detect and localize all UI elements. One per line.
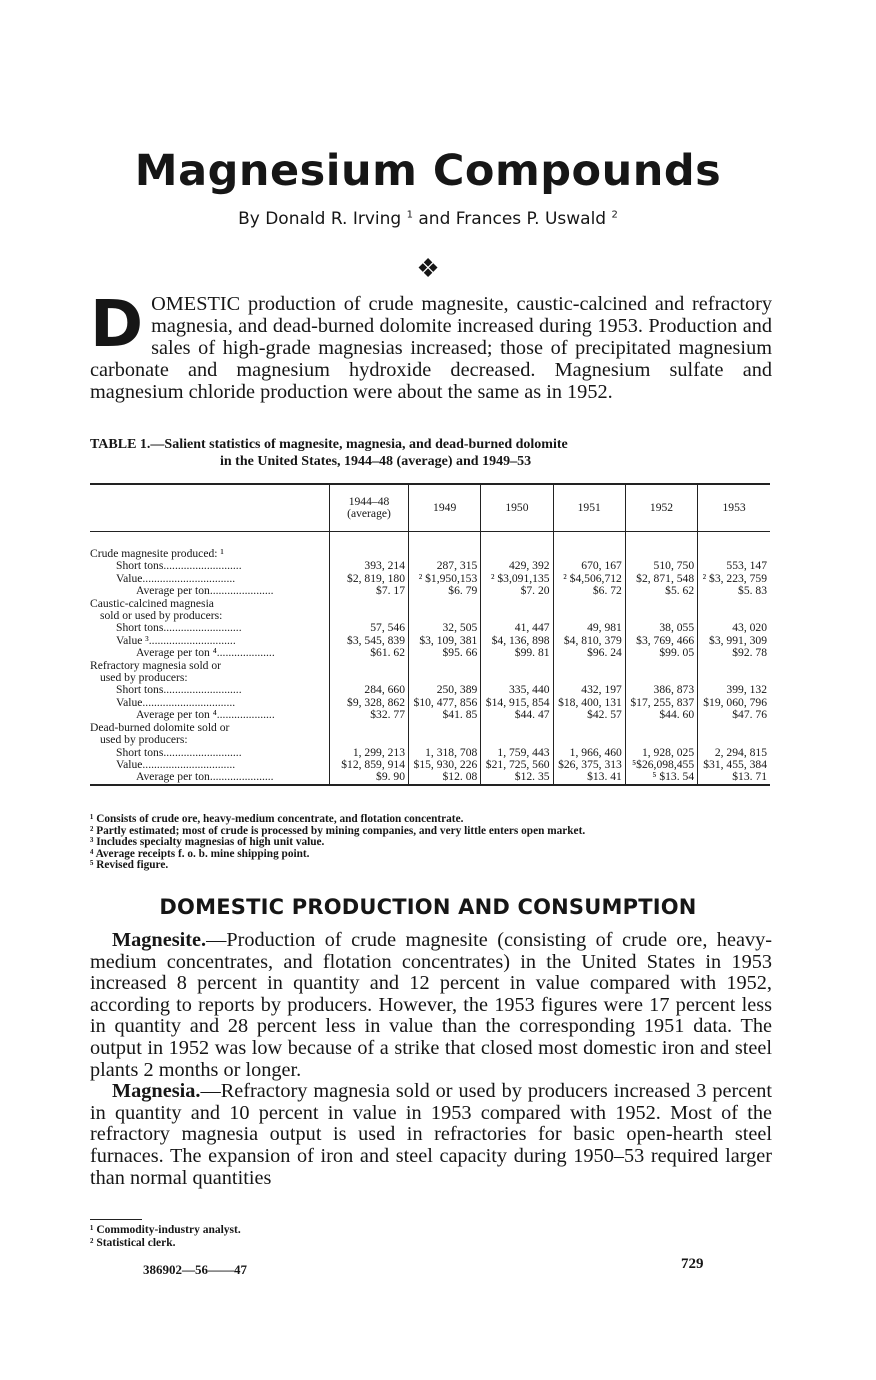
table-cell: 57, 546 (330, 622, 409, 634)
paragraph-lead: Magnesite. (112, 929, 207, 951)
row-label: Refractory magnesia sold or (90, 660, 330, 672)
table-cell: $15, 930, 226 (409, 759, 481, 771)
table-cell (698, 598, 770, 610)
table-cell: $12, 859, 914 (330, 759, 409, 771)
byline (0, 209, 856, 229)
table-cell: 41, 447 (481, 622, 553, 634)
table-cell: $6. 72 (553, 585, 625, 597)
table-footnote: ⁵ Revised figure. (90, 859, 169, 871)
table-cell (409, 598, 481, 610)
table-cell (409, 660, 481, 672)
row-label: Value ³.............................. (90, 635, 330, 647)
table-cell: 2, 294, 815 (714, 745, 767, 759)
row-label: used by producers: (90, 672, 330, 684)
table-cell: 510, 750 (625, 560, 697, 572)
row-label: Dead-burned dolomite sold or (90, 722, 330, 734)
table-cell: $18, 400, 131 (553, 697, 625, 709)
table-row (90, 660, 770, 672)
table-cell: $26, 375, 313 (553, 759, 625, 771)
table-row (90, 585, 770, 597)
table-cell (698, 722, 770, 734)
table-cell: 1, 966, 460 (553, 747, 625, 759)
row-label: used by producers: (90, 734, 330, 746)
salient-statistics-table (90, 483, 770, 786)
table-cell: $12. 08 (409, 771, 481, 784)
row-label: Short tons........................... (90, 747, 330, 759)
table-cell (553, 734, 625, 746)
table-cell: $5. 83 (738, 584, 767, 598)
paragraph-magnesite (90, 930, 772, 1081)
row-label: Value................................ (90, 573, 330, 585)
table-header-row (90, 484, 770, 532)
table-cell (481, 734, 553, 746)
table-row (90, 734, 770, 746)
table-cell (409, 734, 481, 746)
table-cell: $95. 66 (409, 647, 481, 659)
table-cell: $7. 20 (481, 585, 553, 597)
table-cell: 38, 055 (625, 622, 697, 634)
table-cell (330, 734, 409, 746)
ornament-icon: ❖ (416, 254, 440, 283)
drop-cap: D (90, 288, 144, 362)
table-cell: 1, 759, 443 (481, 747, 553, 759)
table-cell: $9, 328, 862 (330, 697, 409, 709)
row-label: sold or used by producers: (90, 610, 330, 622)
row-label: Short tons........................... (90, 622, 330, 634)
table-spacer-row (90, 532, 770, 549)
table-cell: ⁵$26,098,455 (625, 759, 697, 771)
table-cell: $3, 991, 309 (709, 633, 767, 647)
print-code: 386902—56——47 (143, 1262, 247, 1277)
table-cell: $3, 545, 839 (330, 635, 409, 647)
table-cell: 393, 214 (330, 560, 409, 572)
table-footnote: ² Partly estimated; most of crude is processed by mining companies, and very little enters open market. (90, 824, 586, 837)
paragraph-text: —Production of crude magnesite (consisting of crude ore, heavy-medium concentrates, and flotation concentrates) in the United States in 1953 increased 8 percent in quantity and 12 percent in value compared with 1952, according to reports by producers. However, the 1953 figures were 17 percent less in quantity and 28 percent less in value than the corresponding 1951 data. The output in 1952 was low because of a strike that closed most domestic iron and steel plants 2 months or longer. (90, 929, 772, 1081)
table-row (90, 684, 770, 696)
table-row (90, 722, 770, 734)
table-cell: $47. 76 (732, 708, 767, 722)
table-cell: 1, 318, 708 (409, 747, 481, 759)
table-cell (481, 598, 553, 610)
table-cell: $9. 90 (330, 771, 409, 784)
table-cell: 1, 928, 025 (625, 747, 697, 759)
row-label: Short tons........................... (90, 560, 330, 572)
section-heading: DOMESTIC PRODUCTION AND CONSUMPTION (159, 895, 697, 919)
row-label: Average per ton ⁴.................... (90, 647, 330, 659)
table-cell: 553, 147 (726, 559, 767, 573)
table-cell: $2, 871, 548 (625, 573, 697, 585)
table-cell: 43, 020 (732, 621, 767, 635)
table-cell: 32, 505 (409, 622, 481, 634)
page-title: Magnesium Compounds (134, 146, 722, 196)
table-caption (90, 436, 772, 470)
table-cell: ⁵ $13. 54 (625, 771, 697, 784)
row-label: Short tons........................... (90, 684, 330, 696)
table-cell: $5. 62 (625, 585, 697, 597)
table-cell: ² $4,506,712 (553, 573, 625, 585)
row-label: Crude magnesite produced: ¹ (90, 548, 330, 560)
header-year: 1951 (553, 484, 625, 532)
intro-text: OMESTIC production of crude magnesite, caustic-calcined and refractory magnesia, and dead-burned dolomite increased during 1953. Production and sales of high-grade magnesias increased; those of precipitated magnesium carbonate and magnesium hydroxide decreased. Magnesium sulfate and magnesium chloride production were about the same as in 1952. (90, 293, 772, 403)
table-cell (625, 722, 697, 734)
table-footnote: ¹ Consists of crude ore, heavy-medium concentrate, and flotation concentrate. (90, 813, 464, 825)
header-1944-48-line: 1944–48 (348, 494, 390, 508)
table-row (90, 622, 770, 634)
table-cell (698, 660, 770, 672)
table-cell (553, 598, 625, 610)
table-cell: $3, 109, 381 (409, 635, 481, 647)
table-cell: $99. 81 (481, 647, 553, 659)
table-body (90, 532, 770, 785)
table-cell: ² $3,091,135 (481, 573, 553, 585)
row-label: Caustic-calcined magnesia (90, 598, 330, 610)
table-row (90, 709, 770, 721)
table-cell (481, 722, 553, 734)
table-cell: $4, 810, 379 (553, 635, 625, 647)
header-year: 1949 (409, 484, 481, 532)
table-cell: $21, 725, 560 (481, 759, 553, 771)
table-cell: $92. 78 (732, 646, 767, 660)
table-cell: $41. 85 (409, 709, 481, 721)
table-cell (625, 660, 697, 672)
page-footnote: ² Statistical clerk. (90, 1236, 176, 1249)
table-row (90, 771, 770, 784)
table-caption-line-1: TABLE 1.—Salient statistics of magnesite, magnesia, and dead-burned dolomite (90, 437, 568, 452)
intro-paragraph (90, 288, 772, 403)
header-1944-48 (330, 484, 409, 532)
body-text (90, 930, 772, 1189)
paragraph-lead: Magnesia. (112, 1080, 201, 1103)
table-cell (330, 598, 409, 610)
table-cell: 386, 873 (625, 684, 697, 696)
footnote-ref-2: 2 (611, 209, 618, 221)
table-cell: 429, 392 (481, 560, 553, 572)
paragraph-text: —Refractory magnesia sold or used by producers increased 3 percent in quantity and 10 percent in value in 1953 compared with 1952. Most of the refractory magnesia output is used in refractories for basic open-hearth steel furnaces. The expansion of iron and steel capacity during 1950–53 required larger than normal quantities (90, 1080, 772, 1189)
table-cell: $7. 17 (330, 585, 409, 597)
table-cell: ² $1,950,153 (409, 573, 481, 585)
table-cell: $19, 060, 796 (703, 695, 767, 709)
table-cell: $3, 769, 466 (625, 635, 697, 647)
table-cell: $13. 71 (732, 770, 767, 784)
table-cell: 399, 132 (726, 683, 767, 697)
table-cell: 284, 660 (330, 684, 409, 696)
table-footnotes (90, 814, 772, 872)
table-cell: $10, 477, 856 (409, 697, 481, 709)
table-footnote: ⁴ Average receipts f. o. b. mine shipping point. (90, 847, 310, 860)
table-cell (698, 734, 770, 746)
page-number: 729 (681, 1256, 704, 1272)
paragraph-magnesia (90, 1081, 772, 1189)
table-cell (409, 722, 481, 734)
table-cell: ² $3, 223, 759 (702, 571, 767, 585)
table-footnote: ³ Includes specialty magnesias of high unit value. (90, 836, 325, 848)
header-year: 1950 (481, 484, 553, 532)
table-cell: 287, 315 (409, 560, 481, 572)
table-cell (553, 660, 625, 672)
header-blank (90, 484, 330, 532)
table-cell: $6. 79 (409, 585, 481, 597)
table-cell (330, 660, 409, 672)
table-cell: $32. 77 (330, 709, 409, 721)
row-label: Average per ton...................... (90, 585, 330, 597)
table-cell: $12. 35 (481, 771, 553, 784)
table-row (90, 647, 770, 659)
header-year: 1952 (625, 484, 697, 532)
table-cell (625, 734, 697, 746)
footnote-ref-1: 1 (406, 209, 413, 221)
table-cell: $14, 915, 854 (481, 697, 553, 709)
byline-second-author: and Frances P. Uswald (418, 209, 607, 229)
table-cell: $44. 60 (625, 709, 697, 721)
table-cell: 335, 440 (481, 684, 553, 696)
page-footnotes (90, 1224, 241, 1249)
byline-first-author: By Donald R. Irving (238, 209, 402, 229)
table-cell: $4, 136, 898 (481, 635, 553, 647)
header-year: 1953 (722, 500, 746, 514)
table-cell (625, 598, 697, 610)
table-caption-line-2: in the United States, 1944–48 (average) and 1949–53 (220, 454, 532, 469)
table-cell: 1, 299, 213 (330, 747, 409, 759)
table-cell: 49, 981 (553, 622, 625, 634)
table-cell: $2, 819, 180 (330, 573, 409, 585)
table-cell: $61. 62 (330, 647, 409, 659)
table-cell: $17, 255, 837 (625, 697, 697, 709)
row-label: Value................................ (90, 697, 330, 709)
row-label: Value................................ (90, 759, 330, 771)
table-cell: $31, 455, 384 (703, 757, 767, 771)
row-label: Average per ton...................... (90, 771, 330, 784)
page-footnote: ¹ Commodity-industry analyst. (90, 1224, 241, 1236)
table-cell: $44. 47 (481, 709, 553, 721)
table-cell: $42. 57 (553, 709, 625, 721)
header-average: (average) (347, 507, 391, 520)
row-label: Average per ton ⁴.................... (90, 709, 330, 721)
table-cell: 250, 389 (409, 684, 481, 696)
table-cell: $96. 24 (553, 647, 625, 659)
table-cell: $13. 41 (553, 771, 625, 784)
table-cell: $99. 05 (625, 647, 697, 659)
footnote-divider (90, 1219, 142, 1220)
table-cell: 670, 167 (553, 560, 625, 572)
table-cell (481, 660, 553, 672)
table-cell (553, 722, 625, 734)
table-row (90, 560, 770, 572)
table-cell: 432, 197 (553, 684, 625, 696)
table-cell (330, 722, 409, 734)
